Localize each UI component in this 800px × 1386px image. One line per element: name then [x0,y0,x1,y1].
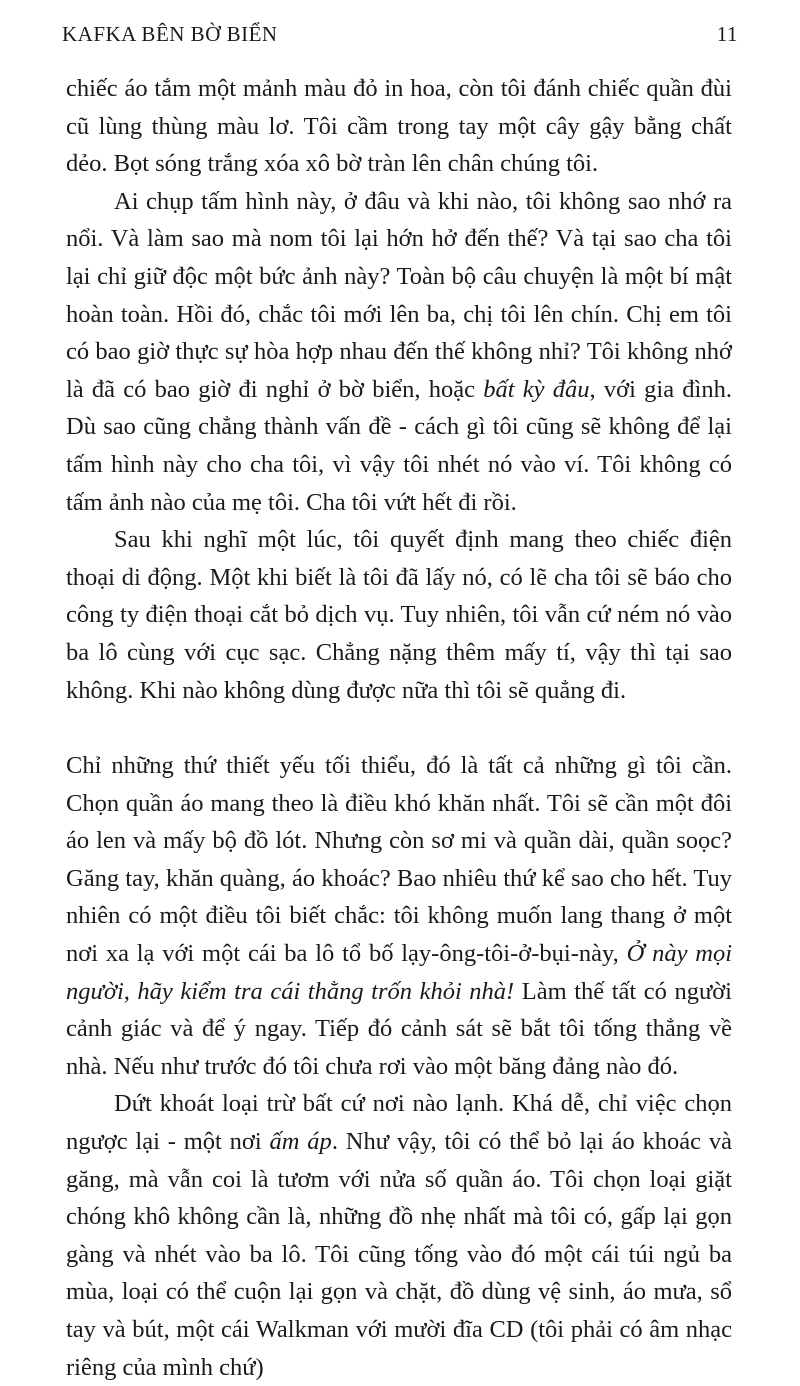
italic-run: ấm áp [269,1128,332,1156]
text-run: Chỉ những thứ thiết yếu tối thiểu, đó là tất cả những gì tôi cần. Chọn quần áo mang theo là điều khó khăn nhất. Tôi sẽ cần một đôi áo len và mấy bộ đồ lót. Nhưng còn sơ mi và quần dài, quần soọc? Găng tay, khăn quàng, áo khoác? Bao nhiêu thứ kể sao cho hết. Tuy nhiên có một điều tôi biết chắc: tôi không muốn lang thang ở một nơi xa lạ với một cái ba lô tổ bố lạy-ông-tôi-ở-bụi-này, [66,752,732,968]
paragraph [66,1085,732,1386]
text-run: Dứt khoát loại trừ bất cứ nơi nào lạnh. Khá dễ, chỉ việc chọn ngược lại - một nơi [66,1090,732,1156]
running-header [62,22,738,52]
body-text [66,70,732,1386]
page-number: 11 [716,22,738,46]
text-run: , với gia đình. Dù sao cũng chẳng thành vấn đề - cách gì tôi cũng sẽ không để lại tấm hình này cho cha tôi, vì vậy tôi nhét nó vào ví. Tôi không có tấm ảnh nào của mẹ tôi. Cha tôi vứt hết đi rồi. [66,375,732,516]
text-run: Sau khi nghĩ một lúc, tôi quyết định mang theo chiếc điện thoại di động. Một khi biết là tôi đã lấy nó, có lẽ cha tôi sẽ báo cho công ty điện thoại cắt bỏ dịch vụ. Tuy nhiên, tôi vẫn cứ ném nó vào ba lô cùng với cục sạc. Chẳng nặng thêm mấy tí, vậy thì tại sao không. Khi nào không dùng được nữa thì tôi sẽ quẳng đi. [66,526,732,704]
paragraph [66,183,732,521]
paragraph [66,521,732,709]
paragraph-section-start [66,747,732,1085]
text-run: chiếc áo tắm một mảnh màu đỏ in hoa, còn tôi đánh chiếc quần đùi cũ lùng thùng màu lơ. Tôi cầm trong tay một cây gậy bằng chất dẻo. Bọt sóng trắng xóa xô bờ tràn lên chân chúng tôi. [66,75,732,178]
italic-run: Ở này mọi người, hãy kiểm tra cái thằng trốn khỏi nhà! [66,940,732,1005]
paragraph [66,70,732,183]
running-title: KAFKA BÊN BỜ BIỂN [62,22,278,46]
text-run: Ai chụp tấm hình này, ở đâu và khi nào, tôi không sao nhớ ra nổi. Và làm sao mà nom tôi lại hớn hở đến thế? Và tại sao cha tôi lại chỉ giữ độc một bức ảnh này? Toàn bộ câu chuyện là một bí mật hoàn toàn. Hồi đó, chắc tôi mới lên ba, chị tôi lên chín. Chị em tôi có bao giờ thực sự hòa hợp nhau đến thế không nhỉ? Tôi không nhớ là đã có bao giờ đi nghỉ ở bờ biển, hoặc [66,187,732,403]
text-run: . Như vậy, tôi có thể bỏ lại áo khoác và găng, mà vẫn coi là tươm với nửa số quần áo. Tôi chọn loại giặt chóng khô không cần là, những đồ nhẹ nhất mà tôi có, gấp lại gọn gàng và nhét vào ba lô. Tôi cũng tống vào đó một cái túi ngủ ba mùa, loại có thể cuộn lại gọn và chặt, đồ dùng vệ sinh, áo mưa, sổ tay và bút, một cái Walkman với mười đĩa CD (tôi phải có âm nhạc riêng của mình chứ) [66,1128,732,1381]
italic-run: bất kỳ đâu [483,375,590,403]
text-run: Làm thế tất có người cảnh giác và để ý ngay. Tiếp đó cảnh sát sẽ bắt tôi tống thẳng về nhà. Nếu như trước đó tôi chưa rơi vào một băng đảng nào đó. [66,977,732,1080]
